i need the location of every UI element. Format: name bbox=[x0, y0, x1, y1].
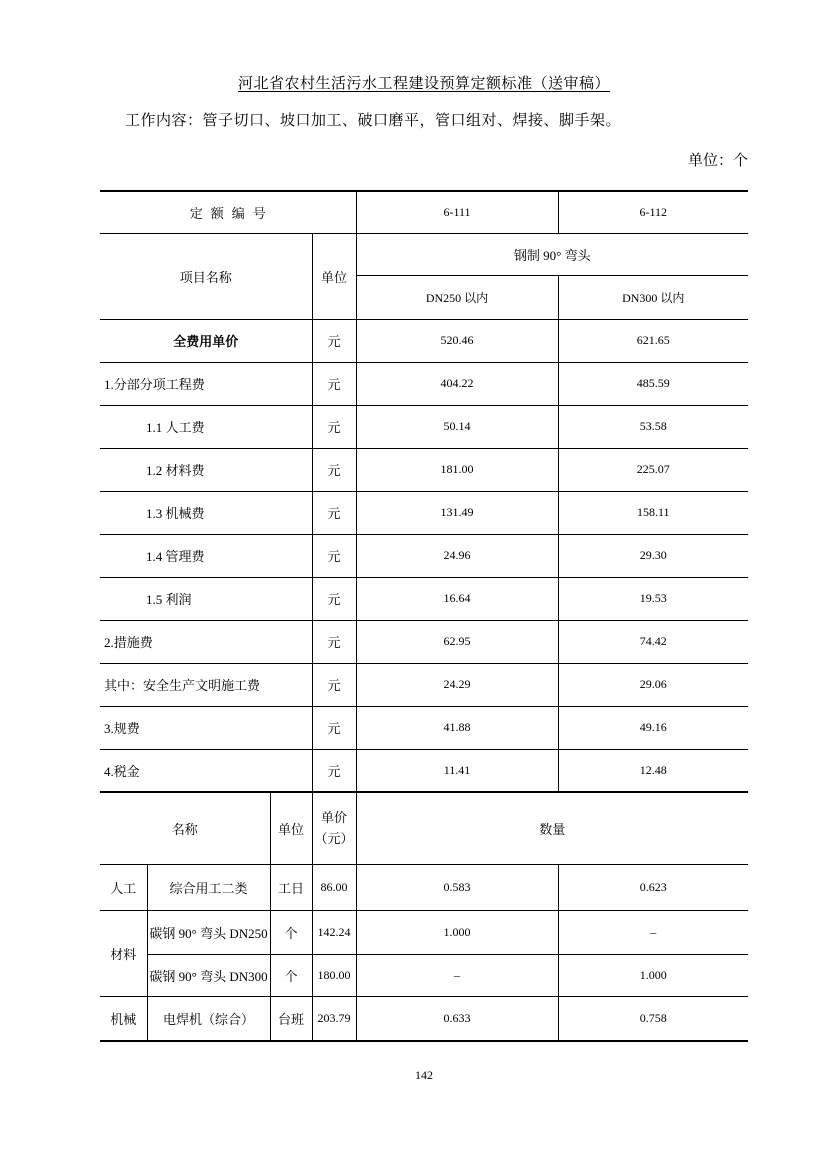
page-number: 142 bbox=[415, 1068, 433, 1082]
cost-value-2: 621.65 bbox=[558, 319, 748, 362]
cost-row-label: 3.规费 bbox=[100, 706, 312, 749]
cost-row-unit: 元 bbox=[312, 749, 356, 792]
resource-row-material-dn300 bbox=[100, 954, 748, 996]
cost-value-1: 520.46 bbox=[356, 319, 558, 362]
cost-row-label: 1.4 管理费 bbox=[100, 534, 312, 577]
document-title: 河北省农村生活污水工程建设预算定额标准（送审稿） bbox=[237, 76, 610, 92]
cost-row-unit: 元 bbox=[312, 448, 356, 491]
work-content-note: 工作内容：管子切口、坡口加工、破口磨平，管口组对、焊接、脚手架。 bbox=[125, 113, 622, 129]
cost-value-2: 74.42 bbox=[558, 620, 748, 663]
cost-row-profit bbox=[100, 577, 748, 620]
resource-name: 综合用工二类 bbox=[147, 864, 270, 910]
resource-price: 86.00 bbox=[312, 864, 356, 910]
resource-qty-label: 数量 bbox=[356, 792, 748, 864]
cost-value-1: 24.29 bbox=[356, 663, 558, 706]
cost-row-unit: 元 bbox=[312, 405, 356, 448]
cost-value-2: 485.59 bbox=[558, 362, 748, 405]
cost-row-measures bbox=[100, 620, 748, 663]
cost-row-unit: 元 bbox=[312, 706, 356, 749]
cost-row-label: 1.分部分项工程费 bbox=[100, 362, 312, 405]
cost-row-material bbox=[100, 448, 748, 491]
cost-row-label: 其中：安全生产文明施工费 bbox=[100, 663, 312, 706]
resource-unit: 工日 bbox=[270, 864, 312, 910]
resource-category: 人工 bbox=[100, 864, 147, 910]
cost-value-2: 158.11 bbox=[558, 491, 748, 534]
cost-row-unit: 元 bbox=[312, 534, 356, 577]
resource-qty-2: – bbox=[558, 910, 748, 954]
quota-table bbox=[100, 190, 748, 1042]
cost-row-label: 1.2 材料费 bbox=[100, 448, 312, 491]
resource-qty-1: 0.633 bbox=[356, 996, 558, 1041]
resource-unit: 台班 bbox=[270, 996, 312, 1041]
resource-name: 电焊机（综合） bbox=[147, 996, 270, 1041]
group-label: 钢制 90° 弯头 bbox=[356, 233, 748, 275]
cost-value-1: 11.41 bbox=[356, 749, 558, 792]
cost-value-2: 29.06 bbox=[558, 663, 748, 706]
resource-header-row bbox=[100, 792, 748, 864]
cost-row-safety bbox=[100, 663, 748, 706]
unit-note: 单位：个 bbox=[687, 153, 748, 169]
cost-value-1: 131.49 bbox=[356, 491, 558, 534]
resource-unit: 个 bbox=[270, 910, 312, 954]
resource-price-label bbox=[312, 792, 356, 864]
resource-category: 材料 bbox=[100, 910, 147, 996]
resource-price-label-line1: 单价 bbox=[321, 810, 348, 826]
resource-qty-1: – bbox=[356, 954, 558, 996]
quota-number-label: 定额编号 bbox=[100, 191, 356, 233]
cost-value-1: 41.88 bbox=[356, 706, 558, 749]
cost-value-1: 24.96 bbox=[356, 534, 558, 577]
resource-unit-label: 单位 bbox=[270, 792, 312, 864]
cost-value-2: 12.48 bbox=[558, 749, 748, 792]
cost-row-label: 全费用单价 bbox=[100, 319, 312, 362]
cost-value-2: 19.53 bbox=[558, 577, 748, 620]
cost-row-tax bbox=[100, 749, 748, 792]
resource-qty-1: 1.000 bbox=[356, 910, 558, 954]
resource-price: 180.00 bbox=[312, 954, 356, 996]
resource-name: 碳钢 90° 弯头 DN300 bbox=[147, 954, 270, 996]
item-name-label: 项目名称 bbox=[100, 233, 312, 319]
cost-row-unit: 元 bbox=[312, 620, 356, 663]
cost-row-unit: 元 bbox=[312, 663, 356, 706]
cost-row-unit: 元 bbox=[312, 491, 356, 534]
resource-row-labor bbox=[100, 864, 748, 910]
cost-row-total bbox=[100, 319, 748, 362]
quota-number-2: 6-112 bbox=[558, 191, 748, 233]
cost-value-1: 181.00 bbox=[356, 448, 558, 491]
resource-name-label: 名称 bbox=[100, 792, 270, 864]
cost-value-2: 225.07 bbox=[558, 448, 748, 491]
cost-value-1: 50.14 bbox=[356, 405, 558, 448]
cost-row-label: 4.税金 bbox=[100, 749, 312, 792]
quota-number-1: 6-111 bbox=[356, 191, 558, 233]
cost-row-subtotal bbox=[100, 362, 748, 405]
quota-number-row bbox=[100, 191, 748, 233]
cost-value-1: 404.22 bbox=[356, 362, 558, 405]
cost-value-1: 16.64 bbox=[356, 577, 558, 620]
cost-row-management bbox=[100, 534, 748, 577]
resource-price-label-line2: （元） bbox=[314, 831, 354, 847]
resource-qty-2: 1.000 bbox=[558, 954, 748, 996]
cost-row-label: 1.3 机械费 bbox=[100, 491, 312, 534]
resource-unit: 个 bbox=[270, 954, 312, 996]
cost-row-label: 2.措施费 bbox=[100, 620, 312, 663]
cost-row-label: 1.5 利润 bbox=[100, 577, 312, 620]
cost-row-labor bbox=[100, 405, 748, 448]
resource-name: 碳钢 90° 弯头 DN250 bbox=[147, 910, 270, 954]
resource-row-material-dn250 bbox=[100, 910, 748, 954]
group-header-row bbox=[100, 233, 748, 275]
cost-row-fees bbox=[100, 706, 748, 749]
cost-value-2: 53.58 bbox=[558, 405, 748, 448]
cost-row-unit: 元 bbox=[312, 319, 356, 362]
resource-qty-1: 0.583 bbox=[356, 864, 558, 910]
cost-row-label: 1.1 人工费 bbox=[100, 405, 312, 448]
resource-qty-2: 0.758 bbox=[558, 996, 748, 1041]
resource-row-machine bbox=[100, 996, 748, 1041]
cost-value-2: 29.30 bbox=[558, 534, 748, 577]
resource-category: 机械 bbox=[100, 996, 147, 1041]
sub-label-dn300: DN300 以内 bbox=[558, 275, 748, 319]
cost-value-2: 49.16 bbox=[558, 706, 748, 749]
cost-row-machine bbox=[100, 491, 748, 534]
resource-price: 203.79 bbox=[312, 996, 356, 1041]
cost-row-unit: 元 bbox=[312, 362, 356, 405]
sub-label-dn250: DN250 以内 bbox=[356, 275, 558, 319]
resource-qty-2: 0.623 bbox=[558, 864, 748, 910]
cost-row-unit: 元 bbox=[312, 577, 356, 620]
resource-price: 142.24 bbox=[312, 910, 356, 954]
unit-column-label: 单位 bbox=[312, 233, 356, 319]
cost-value-1: 62.95 bbox=[356, 620, 558, 663]
